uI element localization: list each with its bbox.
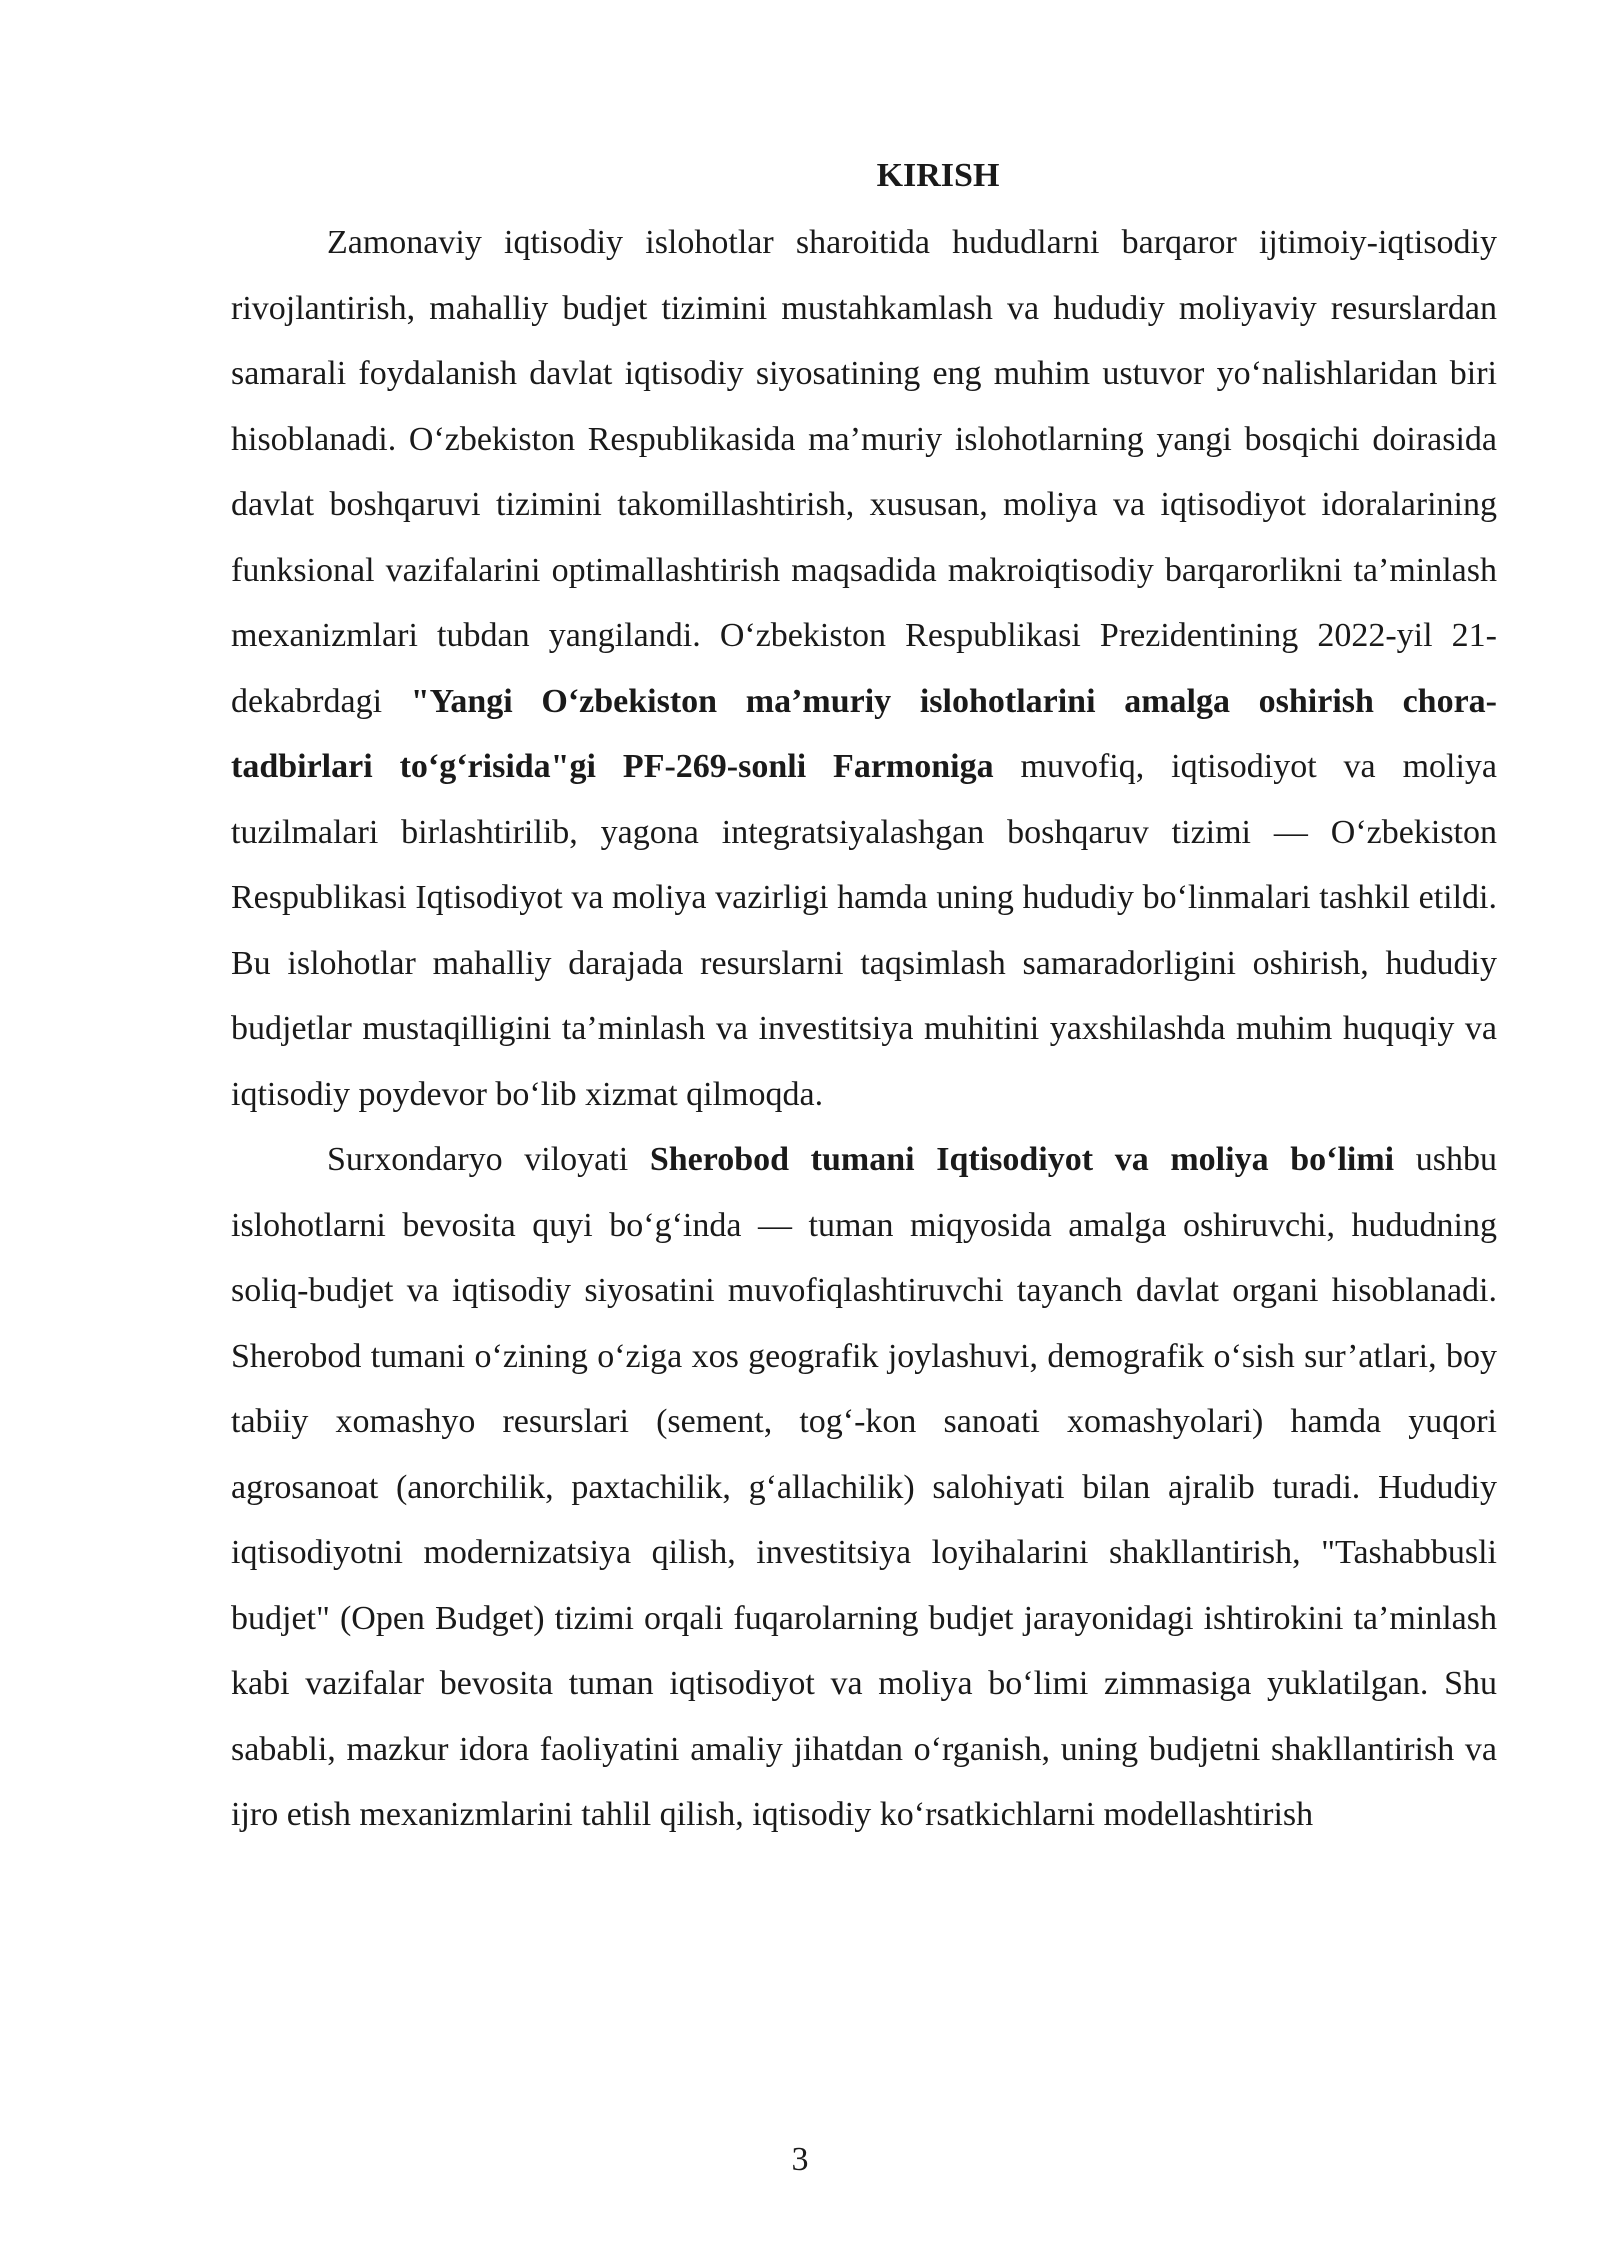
intro-paragraph-2 bbox=[231, 1127, 1497, 1848]
intro-paragraph-1 bbox=[231, 210, 1497, 1127]
department-name-bold: Sherobod tumani Iqtisodiyot va moliya bo‘limi bbox=[649, 1141, 1395, 1178]
page-number: 3 bbox=[791, 2141, 809, 2178]
section-heading: KIRISH bbox=[876, 157, 1000, 194]
document-page bbox=[231, 148, 1497, 1848]
paragraph-2-text-end: ushbu islohotlarni bevosita quyi bo‘g‘inda — tuman miqyosida amalga oshiruvchi, hududning soliq-budjet va iqtisodiy siyosatini muvofiqlashtiruvchi tayanch davlat organi hisoblanadi. Sherobod tumani o‘zining o‘ziga xos geografik joylashuvi, demografik o‘sish sur’atlari, boy tabiiy xomashyo resurslari (sement, tog‘-kon sanoati xomashyolari) hamda yuqori agrosanoat (anorchilik, paxtachilik, g‘allachilik) salohiyati bilan ajralib turadi. Hududiy iqtisodiyotni modernizatsiya qilish, investitsiya loyihalarini shakllantirish, "Tashabbusli budjet" (Open Budget) tizimi orqali fuqarolarning budjet jarayonidagi ishtirokini ta’minlash kabi vazifalar bevosita tuman iqtisodiyot va moliya bo‘limi zimmasiga yuklatilgan. Shu sababli, mazkur idora faoliyatini amaliy jihatdan o‘rganish, uning budjetni shakllantirish va ijro etish mexanizmlarini tahlil qilish, iqtisodiy ko‘rsatkichlarni modellashtirish bbox=[231, 1141, 1497, 1833]
decree-title-bold: "Yangi O‘zbekiston ma’muriy islohotlarini amalga oshirish chora-tadbirlari to‘g‘risida"gi PF-269-sonli Farmoniga bbox=[231, 682, 1497, 785]
paragraph-1-text-end: muvofiq, iqtisodiyot va moliya tuzilmalari birlashtirilib, yagona integratsiyalashgan boshqaruv tizimi — O‘zbekiston Respublikasi Iqtisodiyot va moliya vazirligi hamda uning hududiy bo‘linmalari tashkil etildi. Bu islohotlar mahalliy darajada resurslarni taqsimlash samaradorligini oshirish, hududiy budjetlar mustaqilligini ta’minlash va investitsiya muhitini yaxshilashda muhim huquqiy va iqtisodiy poydevor bo‘lib xizmat qilmoqda. bbox=[231, 748, 1498, 1113]
paragraph-2-text-start: Surxondaryo viloyati bbox=[327, 1141, 650, 1178]
paragraph-1-text-start: Zamonaviy iqtisodiy islohotlar sharoitida hududlarni barqaror ijtimoiy-iqtisodiy rivojlantirish, mahalliy budjet tizimini mustahkamlash va hududiy moliyaviy resurslardan samarali foydalanish davlat iqtisodiy siyosatining eng muhim ustuvor yo‘nalishlaridan biri hisoblanadi. O‘zbekiston Respublikasida ma’muriy islohotlarning yangi bosqichi doirasida davlat boshqaruvi tizimini takomillashtirish, xususan, moliya va iqtisodiyot idoralarining funksional vazifalarini optimallashtirish maqsadida makroiqtisodiy barqarorlikni ta’minlash mexanizmlari tubdan yangilandi. O‘zbekiston Respublikasi Prezidentining 2022-yil 21-dekabrdagi bbox=[231, 224, 1497, 720]
